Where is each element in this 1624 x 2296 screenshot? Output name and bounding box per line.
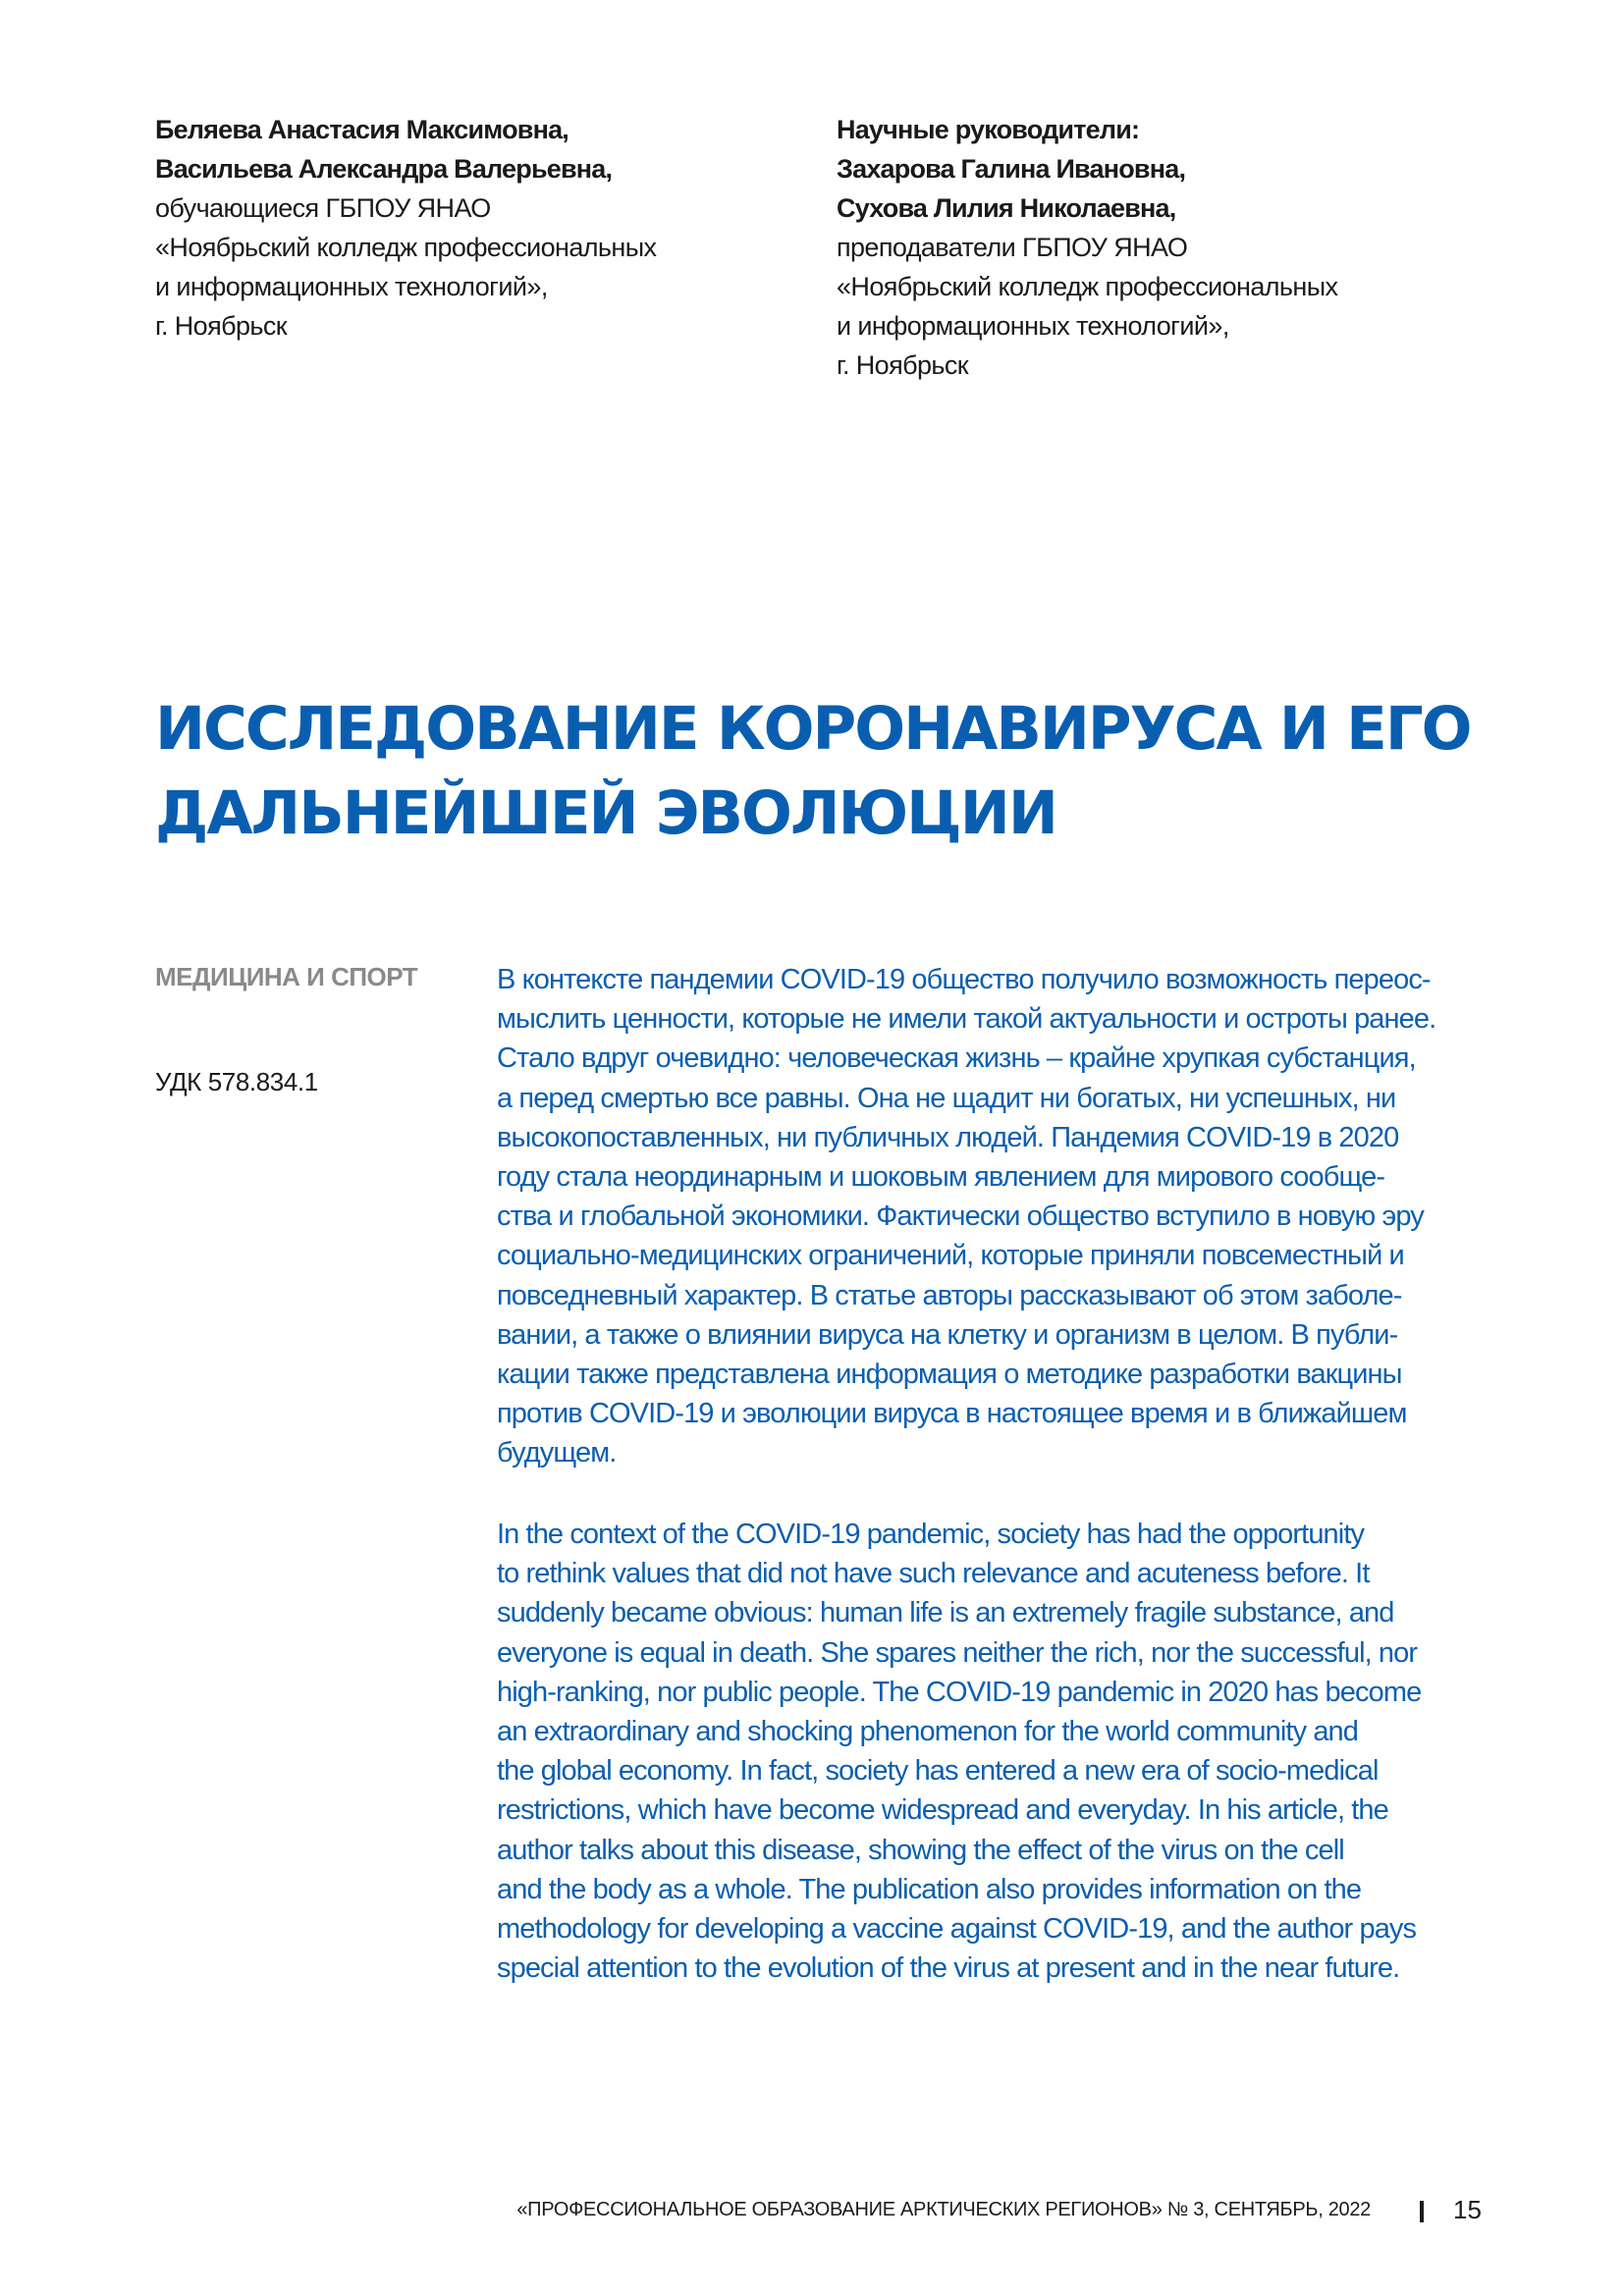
abstract-line: author talks about this disease, showing the effect of the virus on the cell: [497, 1834, 1344, 1866]
abstract-line: high-ranking, nor public people. The COVID-19 pandemic in 2020 has become: [497, 1676, 1422, 1708]
abstract-line: против COVID-19 и эволюции вируса в настоящее время и в ближайшем: [497, 1398, 1407, 1430]
abstract-line: Стало вдруг очевидно: человеческая жизнь – крайне хрупкая субстанция,: [497, 1042, 1416, 1075]
supervisor-name: Захарова Галина Ивановна,: [837, 154, 1186, 184]
supervisors-heading: Научные руководители:: [837, 115, 1140, 144]
supervisor-city: г. Ноябрьск: [837, 350, 968, 380]
author-affiliation: обучающиеся ГБПОУ ЯНАО: [155, 193, 491, 223]
abstract-line: and the body as a whole. The publication also provides information on the: [497, 1873, 1362, 1905]
author-city: г. Ноябрьск: [155, 311, 287, 341]
abstract-line: кации также представлена информация о методике разработки вакцины: [497, 1359, 1402, 1391]
page-footer: [0, 2195, 1624, 2230]
article-title: [155, 687, 1481, 856]
supervisor-affiliation: преподаватели ГБПОУ ЯНАО: [837, 233, 1188, 262]
supervisor-name: Сухова Лилия Николаевна,: [837, 193, 1176, 223]
abstract-line: ства и глобальной экономики. Фактически общество вступило в новую эру: [497, 1201, 1424, 1233]
abstract-line: В контексте пандемии COVID-19 общество получило возможность переос-: [497, 964, 1431, 995]
abstract-line: социально-медицинских ограничений, которые приняли повсеместный и: [497, 1240, 1404, 1272]
author-affiliation: и информационных технологий»,: [155, 272, 548, 301]
abstract-line: будущем.: [497, 1437, 617, 1469]
author-name: Васильева Александра Валерьевна,: [155, 154, 613, 184]
abstract-line: мыслить ценности, которые не имели такой актуальности и остроты ранее.: [497, 1003, 1436, 1036]
article-title-line: ДАЛЬНЕЙШЕЙ ЭВОЛЮЦИИ: [155, 778, 1056, 848]
article-title-line: ИССЛЕДОВАНИЕ КОРОНАВИРУСА И ЕГО: [155, 694, 1471, 764]
author-name: Беляева Анастасия Максимовна,: [155, 115, 568, 144]
abstract-line: everyone is equal in death. She spares neither the rich, nor the successful, nor: [497, 1636, 1418, 1669]
abstract-english: [497, 1515, 1489, 1988]
abstract-line: suddenly became obvious: human life is an extremely fragile substance, and: [497, 1597, 1394, 1629]
abstract-line: special attention to the evolution of the virus at present and in the near future.: [497, 1952, 1400, 1985]
supervisors-block: [837, 110, 1426, 385]
supervisor-affiliation: и информационных технологий»,: [837, 311, 1229, 341]
abstract-line: to rethink values that did not have such relevance and acuteness before. It: [497, 1558, 1370, 1590]
abstract-line: the global economy. In fact, society has entered a new era of socio-medical: [497, 1755, 1379, 1788]
abstract-line: высокопоставленных, ни публичных людей. Пандемия COVID-19 в 2020: [497, 1121, 1399, 1153]
abstract-line: вании, а также о влиянии вируса на клетку и организм в целом. В публи-: [497, 1318, 1398, 1351]
abstract-line: In the context of the COVID-19 pandemic, society has had the opportunity: [497, 1519, 1365, 1550]
abstract-line: а перед смертью все равны. Она не щадит ни богатых, ни успешных, ни: [497, 1082, 1396, 1114]
abstract-line: methodology for developing a vaccine against COVID-19, and the author pays: [497, 1913, 1417, 1946]
abstract-line: an extraordinary and shocking phenomenon for the world community and: [497, 1716, 1359, 1748]
udk-code: УДК 578.834.1: [155, 1067, 318, 1096]
abstract-line: повседневный характер. В статье авторы рассказывают об этом заболе-: [497, 1279, 1402, 1311]
page-number: 15: [1453, 2195, 1482, 2224]
abstract-line: году стала неординарным и шоковым явлением для мирового сообще-: [497, 1161, 1385, 1194]
abstract-line: restrictions, which have become widespread and everyday. In his article, the: [497, 1794, 1388, 1827]
journal-name: «ПРОФЕССИОНАЛЬНОЕ ОБРАЗОВАНИЕ АРКТИЧЕСКИХ РЕГИОНОВ» № 3, СЕНТЯБРЬ, 2022: [516, 2199, 1371, 2220]
footer-divider: [1420, 2201, 1424, 2222]
authors-block: [155, 110, 744, 346]
abstract-russian: [497, 960, 1489, 1473]
supervisor-affiliation: «Ноябрьский колледж профессиональных: [837, 272, 1338, 301]
author-affiliation: «Ноябрьский колледж профессиональных: [155, 233, 657, 262]
rubric-label: МЕДИЦИНА И СПОРТ: [155, 962, 418, 991]
